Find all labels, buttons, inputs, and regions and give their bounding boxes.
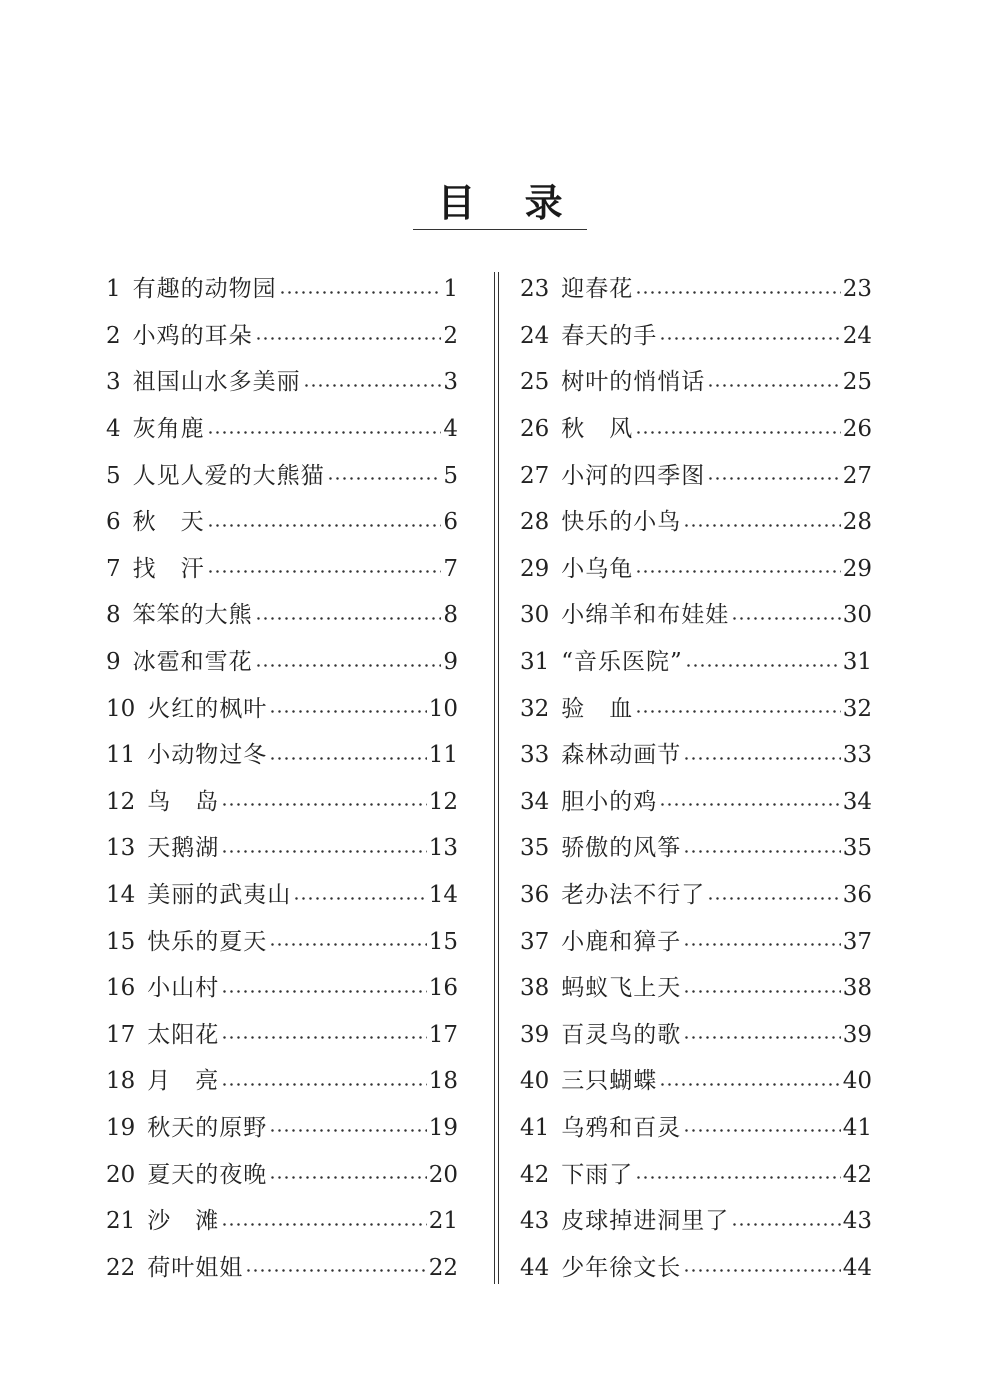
- toc-entry-title: 小乌龟: [561, 555, 634, 582]
- toc-entry-number: 20: [106, 1161, 136, 1188]
- toc-entry-title: 验 血: [561, 695, 634, 722]
- toc-entry-title: 迎春花: [561, 276, 634, 303]
- toc-entry[interactable]: [106, 872, 458, 919]
- toc-entry-page: 42: [842, 1161, 872, 1188]
- toc-entry-title: 乌鸦和百灵: [561, 1114, 682, 1141]
- toc-entry-title: 小河的四季图: [561, 462, 706, 489]
- toc-entry-number: 12: [106, 788, 136, 815]
- dot-leader: [293, 897, 426, 900]
- dot-leader: [269, 710, 426, 713]
- toc-entry-title: 下雨了: [561, 1161, 634, 1188]
- toc-entry-page: 4: [443, 416, 458, 443]
- toc-entry[interactable]: [520, 592, 872, 639]
- toc-entry-number: 41: [520, 1114, 550, 1141]
- toc-entry[interactable]: [106, 779, 458, 826]
- toc-entry-number: 27: [520, 462, 550, 489]
- dot-leader: [635, 1176, 840, 1179]
- toc-entry[interactable]: [106, 965, 458, 1012]
- toc-entry-page: 7: [443, 555, 458, 582]
- toc-entry-number: 11: [106, 742, 136, 769]
- dot-leader: [221, 1083, 426, 1086]
- dot-leader: [269, 1176, 426, 1179]
- dot-leader: [635, 291, 840, 294]
- toc-entry-page: 25: [842, 369, 872, 396]
- toc-entry-page: 12: [428, 788, 458, 815]
- toc-entry-title: 天鹅湖: [147, 835, 220, 862]
- toc-entry-number: 26: [520, 416, 550, 443]
- dot-leader: [279, 291, 442, 294]
- toc-entry-title: 秋 风: [561, 416, 634, 443]
- toc-entry-number: 23: [520, 276, 550, 303]
- toc-entry-number: 35: [520, 835, 550, 862]
- toc-entry-number: 8: [106, 602, 121, 629]
- toc-entry-title: “音乐医院”: [561, 649, 683, 676]
- toc-entry-page: 39: [842, 1021, 872, 1048]
- toc-entry-title: 火红的枫叶: [147, 695, 268, 722]
- toc-entry-page: 34: [842, 788, 872, 815]
- toc-entry[interactable]: [106, 918, 458, 965]
- toc-entry-number: 7: [106, 555, 121, 582]
- toc-entry[interactable]: [520, 1198, 872, 1245]
- dot-leader: [635, 710, 840, 713]
- toc-entry-number: 28: [520, 509, 550, 536]
- toc-entry-page: 38: [842, 975, 872, 1002]
- toc-entry-page: 19: [428, 1114, 458, 1141]
- toc-entry-title: 胆小的鸡: [561, 788, 658, 815]
- dot-leader: [731, 617, 840, 620]
- toc-entry[interactable]: [106, 266, 458, 313]
- toc-entry[interactable]: [520, 313, 872, 360]
- toc-entry-title: 少年徐文长: [561, 1254, 682, 1281]
- dot-leader: [707, 477, 840, 480]
- toc-entry-page: 31: [842, 649, 872, 676]
- dot-leader: [731, 1223, 840, 1226]
- dot-leader: [207, 431, 442, 434]
- dot-leader: [221, 1036, 426, 1039]
- toc-entry-number: 15: [106, 928, 136, 955]
- toc-entry[interactable]: [106, 1198, 458, 1245]
- toc-entry-page: 32: [842, 695, 872, 722]
- toc-entry-page: 43: [842, 1208, 872, 1235]
- toc-entry-title: 树叶的悄悄话: [561, 369, 706, 396]
- dot-leader: [269, 757, 426, 760]
- toc-entry-number: 14: [106, 882, 136, 909]
- toc-entry-title: 森林动画节: [561, 742, 682, 769]
- toc-entry-page: 2: [443, 322, 458, 349]
- toc-entry-number: 2: [106, 322, 121, 349]
- toc-entry-page: 13: [428, 835, 458, 862]
- toc-entry-title: 三只蝴蝶: [561, 1068, 658, 1095]
- toc-column-right: [520, 266, 872, 1291]
- toc-entry-title: 祖国山水多美丽: [132, 369, 301, 396]
- toc-entry-number: 44: [520, 1254, 550, 1281]
- toc-entry-title: 有趣的动物园: [132, 276, 277, 303]
- toc-entry-page: 6: [443, 509, 458, 536]
- toc-entry[interactable]: [520, 452, 872, 499]
- toc-entry-number: 29: [520, 555, 550, 582]
- toc-entry-title: 太阳花: [147, 1021, 220, 1048]
- toc-entry-page: 28: [842, 509, 872, 536]
- toc-entry-number: 42: [520, 1161, 550, 1188]
- dot-leader: [683, 850, 840, 853]
- toc-entry-title: 小动物过冬: [147, 742, 268, 769]
- title-underline: [413, 229, 587, 230]
- toc-entry[interactable]: [520, 1105, 872, 1152]
- toc-entry-number: 31: [520, 649, 550, 676]
- toc-entry-page: 14: [428, 882, 458, 909]
- toc-entry-title: 荷叶姐姐: [147, 1254, 244, 1281]
- toc-entry[interactable]: [106, 452, 458, 499]
- toc-entry[interactable]: [106, 1058, 458, 1105]
- toc-entry-page: 26: [842, 416, 872, 443]
- dot-leader: [255, 337, 442, 340]
- dot-leader: [269, 943, 426, 946]
- dot-leader: [683, 1129, 840, 1132]
- toc-entry-number: 36: [520, 882, 550, 909]
- dot-leader: [683, 757, 840, 760]
- toc-entry-page: 35: [842, 835, 872, 862]
- toc-entry-title: 灰角鹿: [132, 416, 205, 443]
- toc-column-left: [106, 266, 458, 1291]
- toc-entry[interactable]: [520, 499, 872, 546]
- toc-entry-page: 10: [428, 695, 458, 722]
- dot-leader: [683, 990, 840, 993]
- toc-entry[interactable]: [520, 266, 872, 313]
- toc-entry-title: 皮球掉进洞里了: [561, 1208, 730, 1235]
- toc-entry-page: 22: [428, 1254, 458, 1281]
- toc-entry-number: 40: [520, 1068, 550, 1095]
- toc-header: [413, 180, 587, 232]
- dot-leader: [269, 1129, 426, 1132]
- toc-entry-title: 小鹿和獐子: [561, 928, 682, 955]
- toc-entry-title: 快乐的夏天: [147, 928, 268, 955]
- dot-leader: [255, 664, 442, 667]
- dot-leader: [221, 1223, 426, 1226]
- dot-leader: [659, 337, 840, 340]
- toc-entry-number: 9: [106, 649, 121, 676]
- toc-entry-title: 快乐的小鸟: [561, 509, 682, 536]
- toc-entry-number: 32: [520, 695, 550, 722]
- toc-entry-number: 30: [520, 602, 550, 629]
- toc-entry-title: 骄傲的风筝: [561, 835, 682, 862]
- dot-leader: [207, 524, 442, 527]
- toc-entry-title: 冰雹和雪花: [132, 649, 253, 676]
- toc-entry-page: 21: [428, 1208, 458, 1235]
- toc-entry-number: 34: [520, 788, 550, 815]
- toc-entry-title: 老办法不行了: [561, 882, 706, 909]
- toc-entry-number: 43: [520, 1208, 550, 1235]
- toc-entry[interactable]: [106, 499, 458, 546]
- toc-entry-page: 33: [842, 742, 872, 769]
- toc-entry-title: 鸟 岛: [147, 788, 220, 815]
- toc-entry-page: 15: [428, 928, 458, 955]
- toc-entry[interactable]: [106, 359, 458, 406]
- dot-leader: [221, 803, 426, 806]
- toc-entry[interactable]: [106, 592, 458, 639]
- toc-entry-title: 月 亮: [147, 1068, 220, 1095]
- toc-entry[interactable]: [520, 1151, 872, 1198]
- toc-entry-page: 5: [443, 462, 458, 489]
- toc-entry[interactable]: [106, 1244, 458, 1291]
- toc-entry-page: 20: [428, 1161, 458, 1188]
- toc-entry-page: 29: [842, 555, 872, 582]
- toc-entry[interactable]: [106, 639, 458, 686]
- toc-entry-number: 21: [106, 1208, 136, 1235]
- toc-entry-title: 美丽的武夷山: [147, 882, 292, 909]
- toc-entry[interactable]: [520, 685, 872, 732]
- dot-leader: [221, 850, 426, 853]
- toc-entry[interactable]: [520, 1058, 872, 1105]
- toc-entry[interactable]: [106, 1012, 458, 1059]
- toc-entry-number: 22: [106, 1254, 136, 1281]
- toc-entry-number: 4: [106, 416, 121, 443]
- toc-entry-title: 人见人爱的大熊猫: [132, 462, 325, 489]
- toc-entry-title: 秋 天: [132, 509, 205, 536]
- dot-leader: [245, 1269, 426, 1272]
- toc-entry[interactable]: [520, 918, 872, 965]
- toc-entry-page: 17: [428, 1021, 458, 1048]
- toc-entry-page: 27: [842, 462, 872, 489]
- toc-entry-number: 13: [106, 835, 136, 862]
- dot-leader: [683, 524, 840, 527]
- toc-entry-number: 38: [520, 975, 550, 1002]
- toc-entry-number: 24: [520, 322, 550, 349]
- toc-entry-page: 16: [428, 975, 458, 1002]
- toc-entry[interactable]: [520, 872, 872, 919]
- dot-leader: [303, 384, 442, 387]
- toc-entry[interactable]: [520, 1012, 872, 1059]
- dot-leader: [707, 897, 840, 900]
- toc-entry-page: 18: [428, 1068, 458, 1095]
- toc-entry-page: 36: [842, 882, 872, 909]
- toc-entry-number: 19: [106, 1114, 136, 1141]
- toc-entry[interactable]: [520, 732, 872, 779]
- page-title: 目 录: [437, 180, 581, 225]
- toc-entry[interactable]: [106, 1105, 458, 1152]
- toc-entry[interactable]: [520, 825, 872, 872]
- toc-entry-number: 5: [106, 462, 121, 489]
- toc-entry-number: 6: [106, 509, 121, 536]
- dot-leader: [635, 570, 840, 573]
- toc-entry[interactable]: [106, 546, 458, 593]
- toc-entry-title: 春天的手: [561, 322, 658, 349]
- toc-entry[interactable]: [520, 779, 872, 826]
- toc-entry[interactable]: [520, 1244, 872, 1291]
- dot-leader: [707, 384, 840, 387]
- dot-leader: [221, 990, 426, 993]
- dot-leader: [659, 1083, 840, 1086]
- toc-entry-number: 37: [520, 928, 550, 955]
- toc-entry-page: 41: [842, 1114, 872, 1141]
- column-divider: [494, 272, 499, 1284]
- dot-leader: [207, 570, 442, 573]
- dot-leader: [683, 943, 840, 946]
- toc-entry-page: 40: [842, 1068, 872, 1095]
- dot-leader: [685, 664, 841, 667]
- toc-entry[interactable]: [106, 1151, 458, 1198]
- toc-entry-page: 3: [443, 369, 458, 396]
- dot-leader: [659, 803, 840, 806]
- toc-entry-number: 16: [106, 975, 136, 1002]
- dot-leader: [683, 1036, 840, 1039]
- toc-entry-title: 夏天的夜晚: [147, 1161, 268, 1188]
- toc-entry-title: 蚂蚁飞上天: [561, 975, 682, 1002]
- toc-entry-number: 17: [106, 1021, 136, 1048]
- toc-entry-title: 小绵羊和布娃娃: [561, 602, 730, 629]
- toc-entry-number: 39: [520, 1021, 550, 1048]
- toc-entry-title: 小鸡的耳朵: [132, 322, 253, 349]
- toc-entry-title: 找 汗: [132, 555, 205, 582]
- toc-entry[interactable]: [106, 406, 458, 453]
- toc-entry-page: 30: [842, 602, 872, 629]
- toc-entry[interactable]: [520, 639, 872, 686]
- toc-entry-page: 1: [443, 276, 458, 303]
- toc-entry-number: 18: [106, 1068, 136, 1095]
- toc-entry-number: 25: [520, 369, 550, 396]
- toc-entry[interactable]: [520, 965, 872, 1012]
- dot-leader: [683, 1269, 840, 1272]
- toc-entry-page: 8: [443, 602, 458, 629]
- toc-entry-page: 23: [842, 276, 872, 303]
- toc-entry[interactable]: [520, 406, 872, 453]
- toc-entry[interactable]: [106, 685, 458, 732]
- dot-leader: [255, 617, 442, 620]
- toc-entry-number: 33: [520, 742, 550, 769]
- toc-entry-page: 9: [443, 649, 458, 676]
- toc-entry-page: 11: [428, 742, 458, 769]
- dot-leader: [327, 477, 442, 480]
- toc-entry-page: 44: [842, 1254, 872, 1281]
- dot-leader: [635, 431, 840, 434]
- toc-entry[interactable]: [106, 825, 458, 872]
- toc-entry-title: 秋天的原野: [147, 1114, 268, 1141]
- toc-entry[interactable]: [106, 732, 458, 779]
- toc-entry-title: 笨笨的大熊: [132, 602, 253, 629]
- toc-entry-page: 24: [842, 322, 872, 349]
- toc-entry-number: 10: [106, 695, 136, 722]
- toc-entry-title: 沙 滩: [147, 1208, 220, 1235]
- toc-entry-page: 37: [842, 928, 872, 955]
- toc-entry-title: 百灵鸟的歌: [561, 1021, 682, 1048]
- toc-entry-title: 小山村: [147, 975, 220, 1002]
- toc-entry-number: 3: [106, 369, 121, 396]
- toc-entry-number: 1: [106, 276, 121, 303]
- toc-entry[interactable]: [106, 313, 458, 360]
- toc-entry[interactable]: [520, 359, 872, 406]
- toc-entry[interactable]: [520, 546, 872, 593]
